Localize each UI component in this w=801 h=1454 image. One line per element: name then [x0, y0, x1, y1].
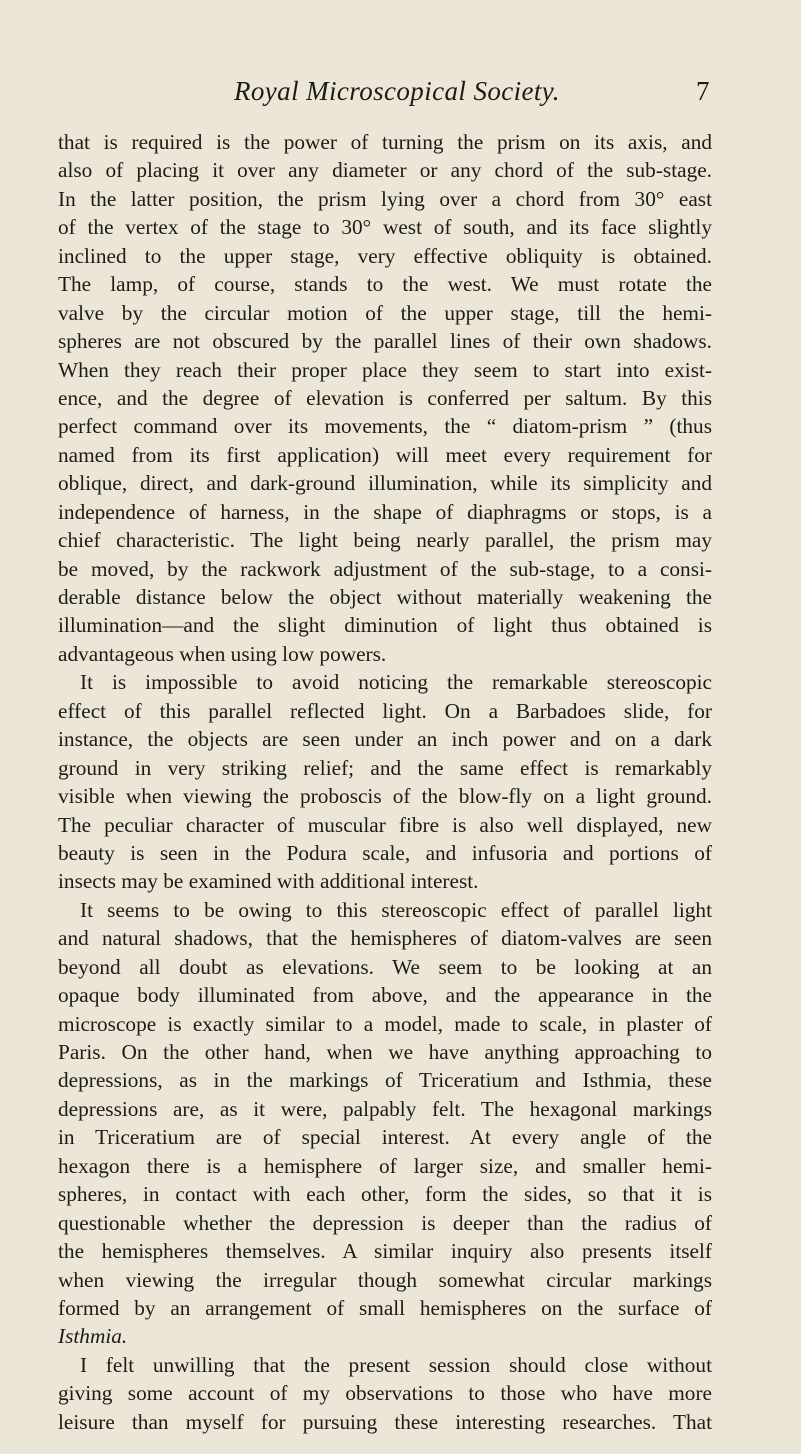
text-line: oblique, direct, and dark-ground illumination, while its simplicity and [58, 471, 712, 496]
text-line: microscope is exactly similar to a model, made to scale, in plaster of [58, 1011, 712, 1036]
text-line: spheres, in contact with each other, form the sides, so that it is [58, 1182, 712, 1207]
text-line: illumination—and the slight diminution of light thus obtained is [58, 613, 712, 638]
text-line: The peculiar character of muscular fibre is also well displayed, new [58, 812, 712, 837]
text-line: inclined to the upper stage, very effective obliquity is obtained. [58, 243, 712, 268]
text-line: perfect command over its movements, the “ diatom-prism ” (thus [58, 414, 712, 439]
text-line: named from its first application) will meet every requirement for [58, 442, 712, 467]
text-line: leisure than myself for pursuing these interesting researches. That [58, 1409, 712, 1434]
text-line: Paris. On the other hand, when we have anything approaching to [58, 1040, 712, 1064]
text-line-paragraph-end: insects may be examined with additional interest. [58, 869, 479, 894]
text-line: opaque body illuminated from above, and the appearance in the [58, 983, 712, 1008]
text-line-paragraph-start: I felt unwilling that the present session should close without [80, 1352, 712, 1377]
text-line: formed by an arrangement of small hemispheres on the surface of [58, 1295, 712, 1320]
text-line-paragraph-end: Isthmia. [58, 1324, 128, 1349]
text-line: In the latter position, the prism lying over a chord from 30° east [58, 186, 712, 211]
running-head [0, 76, 801, 116]
text-line: spheres are not obscured by the parallel lines of their own shadows. [58, 329, 712, 354]
text-line: the hemispheres themselves. A similar inquiry also presents itself [58, 1239, 712, 1264]
text-line: ence, and the degree of elevation is conferred per saltum. By this [58, 385, 712, 410]
text-line: beyond all doubt as elevations. We seem to be looking at an [58, 954, 712, 979]
running-title: Royal Microscopical Society. [234, 76, 560, 106]
text-line: of the vertex of the stage to 30° west of south, and its face slightly [58, 215, 712, 240]
text-line: also of placing it over any diameter or any chord of the sub-stage. [58, 158, 712, 183]
text-line: in Triceratium are of special interest. At every angle of the [58, 1125, 712, 1150]
text-line: instance, the objects are seen under an inch power and on a dark [58, 727, 712, 752]
text-line-paragraph-end: advantageous when using low powers. [58, 641, 387, 666]
text-line: hexagon there is a hemisphere of larger size, and smaller hemi- [58, 1153, 712, 1178]
text-line: effect of this parallel reflected light. On a Barbadoes slide, for [58, 698, 712, 723]
text-line: The lamp, of course, stands to the west. We must rotate the [58, 272, 712, 297]
text-line-paragraph-start: It is impossible to avoid noticing the remarkable stereoscopic [80, 670, 712, 695]
text-line: depressions, as in the markings of Triceratium and Isthmia, these [58, 1068, 712, 1093]
text-line-paragraph-start: It seems to be owing to this stereoscopic effect of parallel light [80, 897, 712, 922]
text-line: beauty is seen in the Podura scale, and infusoria and portions of [58, 840, 712, 865]
text-line: giving some account of my observations to those who have more [58, 1381, 712, 1406]
page-number: 7 [696, 76, 710, 106]
text-line: and natural shadows, that the hemispheres of diatom-valves are seen [58, 926, 712, 951]
text-line: ground in very striking relief; and the same effect is remarkably [58, 755, 712, 780]
text-line: be moved, by the rackwork adjustment of the sub-stage, to a consi- [58, 556, 712, 581]
text-line: depressions are, as it were, palpably felt. The hexagonal markings [58, 1096, 712, 1121]
body-text [58, 128, 712, 1436]
text-line: independence of harness, in the shape of diaphragms or stops, is a [58, 499, 712, 524]
text-line: valve by the circular motion of the upper stage, till the hemi- [58, 300, 712, 325]
text-line: chief characteristic. The light being nearly parallel, the prism may [58, 528, 712, 553]
text-line: visible when viewing the proboscis of the blow-fly on a light ground. [58, 784, 712, 809]
text-line: when viewing the irregular though somewhat circular markings [58, 1267, 712, 1292]
text-line: When they reach their proper place they seem to start into exist- [58, 357, 712, 382]
text-line: derable distance below the object without materially weakening the [58, 585, 712, 609]
text-line: questionable whether the depression is deeper than the radius of [58, 1210, 712, 1235]
text-line: that is required is the power of turning the prism on its axis, and [58, 130, 712, 154]
